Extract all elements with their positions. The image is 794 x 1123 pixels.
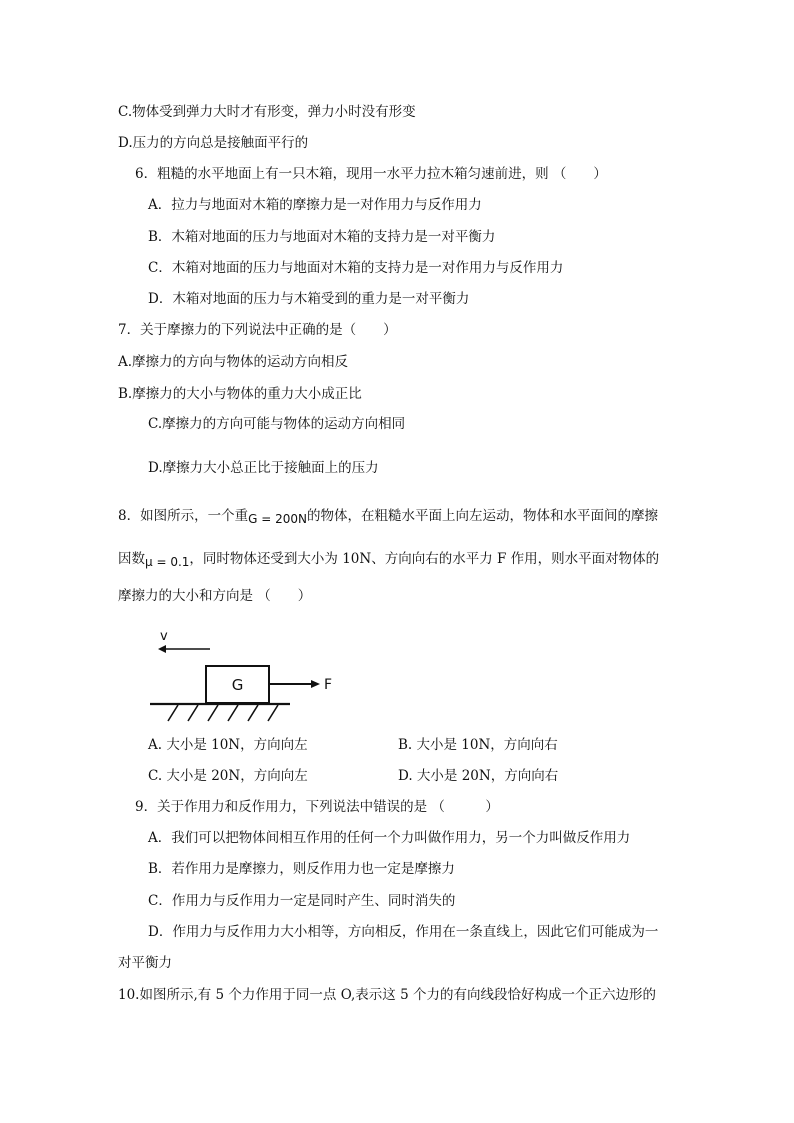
q9-option-b: B．若作用力是摩擦力，则反作用力也一定是摩擦力	[148, 861, 455, 877]
q9-option-c: C．作用力与反作用力一定是同时产生、同时消失的	[148, 893, 456, 909]
velocity-arrowhead-icon	[158, 645, 166, 653]
force-label: F	[324, 677, 333, 693]
q9-option-d-line1: D．作用力与反作用力大小相等，方向相反，作用在一条直线上，因此它们可能成为一	[148, 924, 659, 940]
q6-option-d: D．木箱对地面的压力与木箱受到的重力是一对平衡力	[148, 291, 470, 307]
q8-stem-line1-text-b: 的物体，在粗糙水平面上向左运动，物体和水平面间的摩擦	[306, 508, 658, 524]
q8-option-a: A. 大小是 10N，方向向左	[148, 737, 308, 753]
q6-option-b: B．木箱对地面的压力与地面对木箱的支持力是一对平衡力	[148, 229, 496, 245]
q6-option-a: A．拉力与地面对木箱的摩擦力是一对作用力与反作用力	[148, 197, 482, 213]
q8-stem-line3: 摩擦力的大小和方向是 （ ）	[118, 588, 312, 604]
q8-stem-line1	[118, 507, 658, 525]
q7-stem: 7．关于摩擦力的下列说法中正确的是（ ）	[118, 322, 397, 338]
ground-hatching	[168, 705, 278, 721]
block-label: G	[231, 676, 244, 694]
q9-stem: 9．关于作用力和反作用力，下列说法中错误的是 （ ）	[135, 799, 499, 815]
q10-stem: 10.如图所示,有 5 个力作用于同一点 O,表示这 5 个力的有向线段恰好构成一个正六边形的	[118, 987, 656, 1003]
q6-option-c: C．木箱对地面的压力与地面对木箱的支持力是一对作用力与反作用力	[148, 260, 564, 276]
q8-stem-line2-text-b: ，同时物体还受到大小为 10N、方向向右的水平力 F 作用，则水平面对物体的	[189, 551, 660, 567]
force-arrowhead-icon	[311, 680, 320, 688]
q8-stem-line1-text-a: 8．如图所示，一个重	[118, 508, 249, 524]
q7-option-a: A.摩擦力的方向与物体的运动方向相反	[118, 354, 349, 370]
q8-friction-coefficient-formula: μ = 0.1	[145, 555, 190, 569]
q5-option-c: C.物体受到弹力大时才有形变，弹力小时没有形变	[118, 104, 416, 120]
q7-option-b: B.摩擦力的大小与物体的重力大小成正比	[118, 386, 362, 402]
q8-option-b: B. 大小是 10N，方向向右	[398, 737, 558, 753]
q8-stem-line2-text-a: 因数	[118, 551, 145, 567]
q7-option-c: C.摩擦力的方向可能与物体的运动方向相同	[148, 416, 406, 432]
q9-option-a: A．我们可以把物体间相互作用的任何一个力叫做作用力，另一个力叫做反作用力	[148, 830, 631, 846]
q5-option-d: D.压力的方向总是接触面平行的	[118, 135, 309, 151]
q7-option-d: D.摩擦力大小总正比于接触面上的压力	[148, 460, 379, 476]
q9-option-d-line2: 对平衡力	[118, 955, 172, 971]
q8-stem-line2	[118, 550, 659, 568]
q8-force-diagram	[140, 622, 340, 732]
q8-weight-formula: G = 200N	[248, 512, 307, 526]
q6-stem: 6．粗糙的水平地面上有一只木箱，现用一水平力拉木箱匀速前进，则 （ ）	[135, 166, 607, 182]
velocity-label: v	[160, 629, 168, 644]
q8-option-c: C. 大小是 20N，方向向左	[148, 768, 308, 784]
q8-option-d: D. 大小是 20N，方向向右	[398, 768, 559, 784]
